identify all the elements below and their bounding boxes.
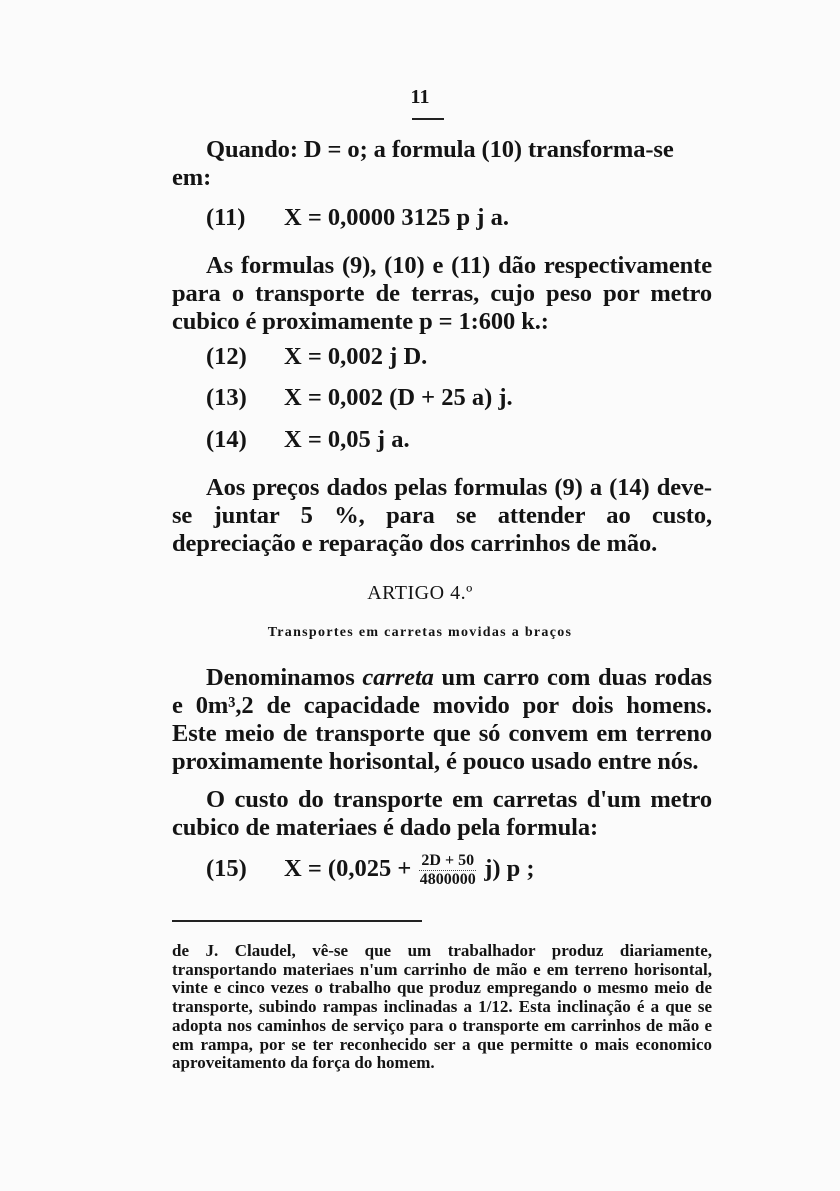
fraction-denominator: 4800000	[419, 871, 476, 888]
equation-13	[206, 384, 513, 412]
article-heading: ARTIGO 4.º	[367, 582, 473, 604]
paragraph-carreta	[172, 664, 712, 776]
equation-13-expression: X = 0,002 (D + 25 a) j.	[284, 384, 513, 411]
equation-12	[206, 343, 427, 371]
equation-11-expression: X = 0,0000 3125 p j a.	[284, 204, 509, 231]
page-number: 11	[410, 86, 430, 108]
equation-14-expression: X = 0,05 j a.	[284, 426, 410, 453]
paragraph-carreta-end: um carro com duas rodas e 0m³,2 de capacidade movido por dois homens. Este meio de transporte que só convem em terreno proximamente horisontal, é pouco usado entre nós.	[172, 664, 712, 775]
equation-15-lhs: X = (0,025 +	[284, 855, 412, 883]
page-number-dash	[412, 118, 444, 120]
equation-15-fraction	[419, 852, 476, 889]
paragraph-precos: Aos preços dados pelas formulas (9) a (14) deve-se juntar 5 %, para se attender ao custo, depreciação e reparação dos carrinhos de mão.	[172, 474, 712, 557]
equation-14-number: (14)	[206, 426, 247, 453]
footnote: de J. Claudel, vê-se que um trabalhador produz diariamente, transportando materiaes n'um carrinho de mão e em terreno horisontal, vinte e cinco vezes o trabalho que produz empregando o mesmo meio de transporte, subindo rampas inclinadas a 1/12. Esta inclinação é a que se adopta nos caminhos de serviço para o transporte em carrinhos de mão e em rampa, por se ter reconhecido ser a que permitte o mais economico aproveitamento da força do homem.	[172, 941, 712, 1073]
equation-15-rhs: j) p ;	[484, 855, 535, 883]
equation-11	[206, 204, 509, 232]
equation-15	[206, 852, 535, 889]
article-subheading: Transportes em carretas movidas a braços	[267, 625, 573, 640]
equation-13-number: (13)	[206, 384, 247, 411]
equation-15-number: (15)	[206, 855, 247, 883]
fraction-numerator: 2D + 50	[421, 852, 475, 869]
equation-14	[206, 426, 410, 454]
equation-12-expression: X = 0,002 j D.	[284, 343, 428, 370]
paragraph-quando: Quando: D = o; a formula (10) transforma-se em:	[172, 136, 674, 191]
paragraph-carreta-start: Denominamos	[206, 664, 363, 691]
paragraph-formulas: As formulas (9), (10) e (11) dão respectivamente para o transporte de terras, cujo peso por metro cubico é proximamente p = 1:600 k.:	[172, 252, 712, 335]
term-carreta: carreta	[362, 664, 434, 691]
equation-12-number: (12)	[206, 343, 247, 370]
paragraph-custo: O custo do transporte em carretas d'um metro cubico de materiaes é dado pela formula:	[172, 786, 712, 841]
equation-11-number: (11)	[206, 204, 246, 231]
footnote-rule	[172, 920, 422, 922]
